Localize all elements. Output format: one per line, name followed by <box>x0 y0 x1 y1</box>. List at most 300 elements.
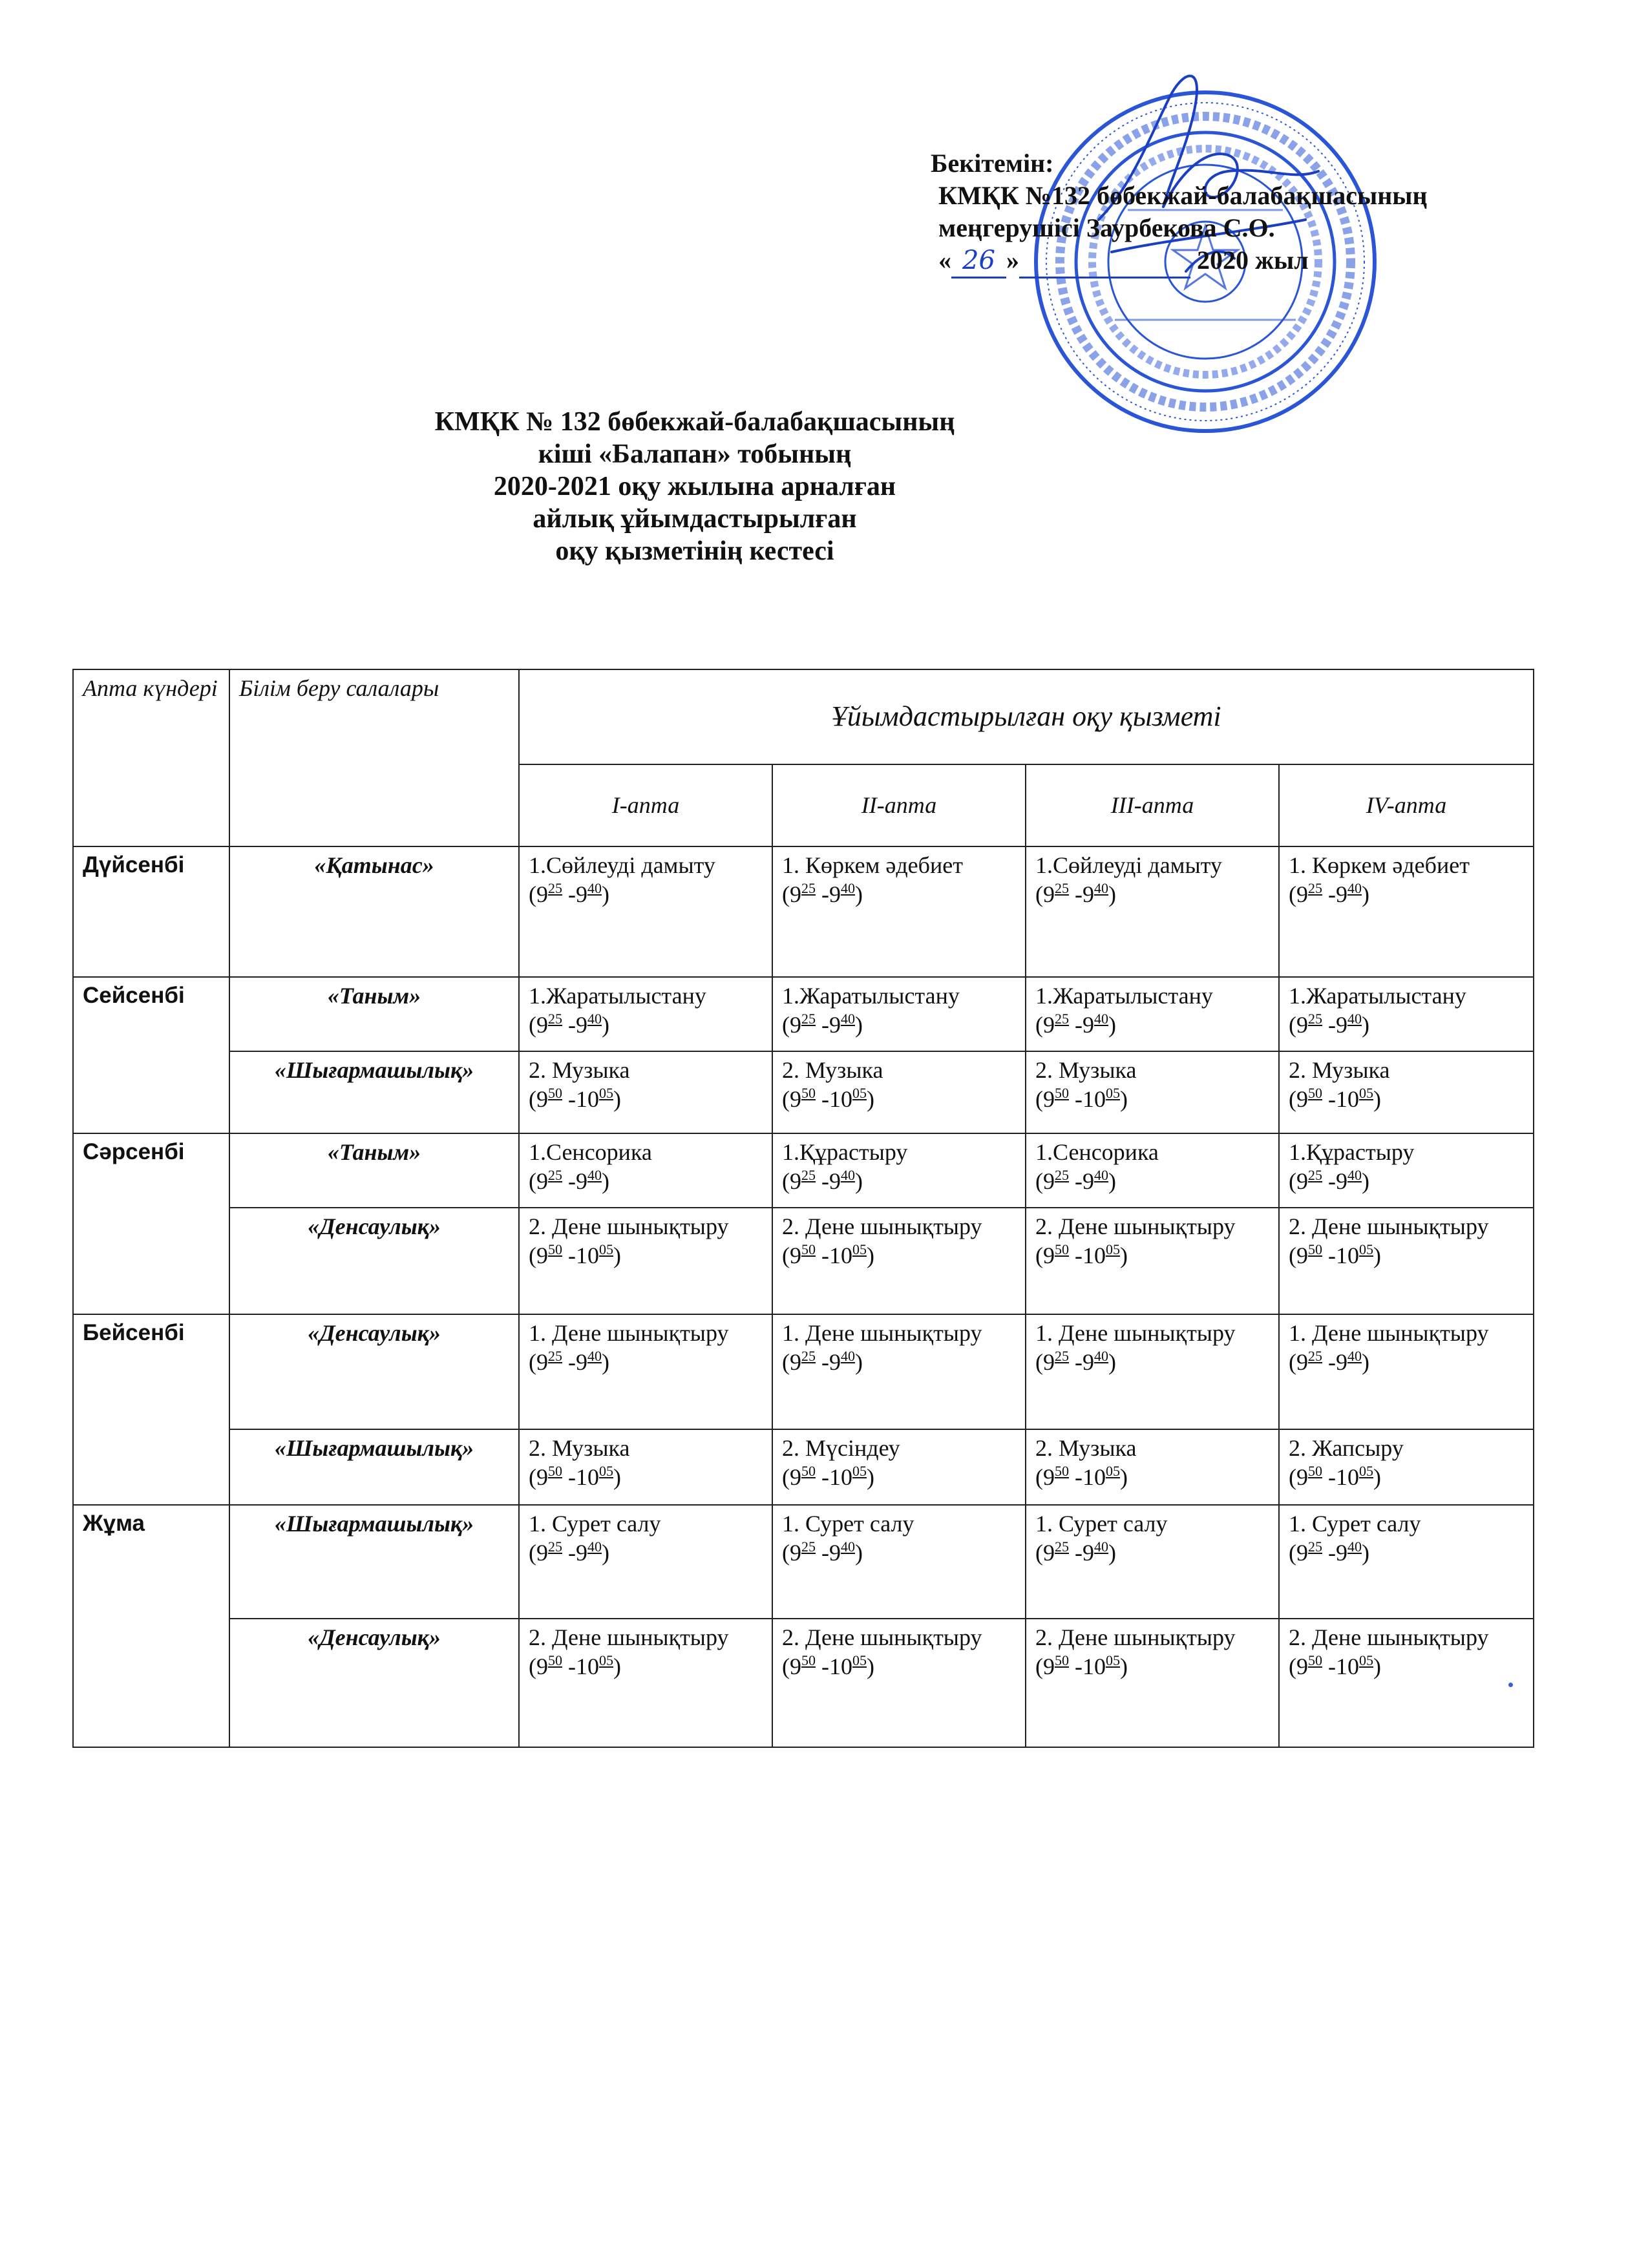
time-hour: 9 <box>1296 1086 1308 1112</box>
time-hour: 9 <box>1043 1654 1055 1680</box>
time-minutes: 25 <box>801 1010 816 1027</box>
time-hour: -10 <box>1328 1464 1359 1491</box>
time-minutes: 50 <box>548 1084 562 1101</box>
time-minutes: 25 <box>1308 880 1322 897</box>
time-hour: 9 <box>1043 1168 1055 1195</box>
schedule-cell <box>519 1051 772 1133</box>
schedule-table <box>72 669 1534 1748</box>
schedule-cell <box>772 1619 1026 1747</box>
schedule-cell <box>1279 1208 1534 1314</box>
time-minutes: 05 <box>1106 1652 1120 1669</box>
table-row <box>73 1619 1534 1747</box>
date-month-blank <box>1019 244 1190 278</box>
time-hour: -9 <box>1075 1539 1094 1566</box>
schedule-cell <box>1279 1619 1534 1747</box>
time-minutes: 05 <box>852 1084 867 1101</box>
time-range: ($9^{50}$ $-10^{05}$) <box>1035 1084 1128 1112</box>
time-range: ($9^{50}$ $-10^{05}$) <box>782 1241 874 1268</box>
time-minutes: 40 <box>841 1538 855 1555</box>
time-hour: -9 <box>568 1168 587 1195</box>
day-tuesday: Сейсенбі <box>73 977 229 1133</box>
time-minutes: 25 <box>1308 1347 1322 1364</box>
time-range: ($9^{25}$ $-9^{40}$) <box>529 880 609 908</box>
time-minutes: 25 <box>1055 1538 1069 1555</box>
time-hour: 9 <box>790 1011 801 1038</box>
header-days: Апта күндері <box>73 669 229 846</box>
title-line-5: оқу қызметінің кестесі <box>555 536 834 566</box>
activity-label: 2. Музыка <box>529 1056 630 1083</box>
approval-organization: КМҚК №132 бөбекжай-балабақшасының <box>938 181 1428 210</box>
time-minutes: 40 <box>841 1010 855 1027</box>
schedule-cell <box>772 1208 1026 1314</box>
time-minutes: 25 <box>1055 1347 1069 1364</box>
approval-date <box>938 244 1603 278</box>
ink-dot <box>1508 1683 1513 1687</box>
activity-label: 2. Дене шынықтыру <box>782 1624 982 1651</box>
activity-label: 2. Дене шынықтыру <box>1035 1624 1236 1651</box>
time-minutes: 05 <box>852 1463 867 1480</box>
schedule-cell <box>1279 1051 1534 1133</box>
activity-label: 1.Жаратылыстану <box>1035 982 1213 1009</box>
area-cell: «Шығармашылық» <box>229 1429 519 1505</box>
schedule-cell <box>1279 1429 1534 1505</box>
time-hour: -9 <box>1328 1349 1347 1375</box>
time-hour: -9 <box>1075 1168 1094 1195</box>
time-minutes: 05 <box>1106 1084 1120 1101</box>
time-hour: -9 <box>568 1349 587 1375</box>
time-minutes: 40 <box>1347 1538 1362 1555</box>
table-row <box>73 1133 1534 1208</box>
schedule-cell <box>772 1051 1026 1133</box>
week-header-1: I-апта <box>519 764 772 846</box>
activity-label: 1. Дене шынықтыру <box>782 1319 982 1346</box>
time-hour: -10 <box>821 1086 852 1112</box>
activity-label: 2. Музыка <box>1035 1435 1137 1462</box>
schedule-cell <box>1279 1505 1534 1619</box>
activity-label: 1. Сурет салу <box>1035 1510 1168 1537</box>
activity-label: 2. Дене шынықтыру <box>1035 1213 1236 1239</box>
time-minutes: 05 <box>599 1241 613 1257</box>
schedule-cell <box>519 977 772 1051</box>
time-hour: 9 <box>790 1168 801 1195</box>
table-row <box>73 1208 1534 1314</box>
time-minutes: 50 <box>801 1652 816 1669</box>
area-cell: «Шығармашылық» <box>229 1505 519 1619</box>
area-cell: «Шығармашылық» <box>229 1051 519 1133</box>
area-cell: «Денсаулық» <box>229 1208 519 1314</box>
time-hour: 9 <box>1296 881 1308 908</box>
time-hour: 9 <box>1043 881 1055 908</box>
activity-label: 1.Құрастыру <box>782 1139 908 1166</box>
time-range: ($9^{25}$ $-9^{40}$) <box>1035 1538 1116 1566</box>
time-minutes: 05 <box>1359 1084 1373 1101</box>
activity-label: 1. Көркем әдебиет <box>1289 852 1470 879</box>
time-range: ($9^{50}$ $-10^{05}$) <box>1289 1084 1381 1112</box>
header-areas: Білім беру салалары <box>229 669 519 846</box>
activity-label: 1. Дене шынықтыру <box>529 1319 729 1346</box>
time-range: ($9^{25}$ $-9^{40}$) <box>1035 1167 1116 1195</box>
time-hour: -9 <box>821 1011 841 1038</box>
time-minutes: 25 <box>548 1347 562 1364</box>
time-hour: -10 <box>1075 1086 1106 1112</box>
schedule-cell <box>519 1429 772 1505</box>
day-wednesday: Сәрсенбі <box>73 1133 229 1314</box>
time-minutes: 40 <box>587 880 602 897</box>
activity-label: 2. Музыка <box>1035 1056 1137 1083</box>
time-range: ($9^{50}$ $-10^{05}$) <box>529 1463 621 1491</box>
time-hour: 9 <box>1043 1086 1055 1112</box>
time-minutes: 05 <box>599 1084 613 1101</box>
time-hour: -9 <box>568 1011 587 1038</box>
time-range: ($9^{50}$ $-10^{05}$) <box>1035 1241 1128 1268</box>
time-range: ($9^{25}$ $-9^{40}$) <box>1035 1347 1116 1375</box>
time-minutes: 25 <box>1308 1538 1322 1555</box>
header-main: Ұйымдастырылған оқу қызметі <box>519 669 1534 764</box>
time-hour: 9 <box>536 1011 548 1038</box>
time-minutes: 50 <box>801 1463 816 1480</box>
time-range: ($9^{25}$ $-9^{40}$) <box>782 1347 863 1375</box>
activity-label: 2. Музыка <box>1289 1056 1390 1083</box>
approval-head-name: меңгерушісі Заурбекова С.О. <box>938 213 1275 242</box>
document-title <box>194 406 1196 567</box>
time-minutes: 50 <box>801 1241 816 1257</box>
time-hour: -10 <box>821 1242 852 1268</box>
time-hour: 9 <box>536 1242 548 1268</box>
time-range: ($9^{25}$ $-9^{40}$) <box>529 1010 609 1038</box>
activity-label: 2. Мүсіндеу <box>782 1435 900 1462</box>
time-range: ($9^{25}$ $-9^{40}$) <box>1289 1538 1369 1566</box>
schedule-cell <box>1279 1314 1534 1429</box>
time-minutes: 25 <box>548 1538 562 1555</box>
activity-label: 1.Құрастыру <box>1289 1139 1415 1166</box>
approval-label: Бекітемін: <box>931 149 1054 178</box>
time-hour: -9 <box>1075 1349 1094 1375</box>
activity-label: 2. Жапсыру <box>1289 1435 1404 1462</box>
time-hour: 9 <box>536 1168 548 1195</box>
area-cell: «Денсаулық» <box>229 1314 519 1429</box>
date-quote-close: » <box>1006 246 1019 275</box>
time-minutes: 40 <box>1347 1167 1362 1184</box>
time-hour: -9 <box>568 881 587 908</box>
schedule-cell <box>519 1208 772 1314</box>
activity-label: 1. Сурет салу <box>529 1510 661 1537</box>
time-hour: -10 <box>1075 1464 1106 1491</box>
activity-label: 1.Сөйлеуді дамыту <box>1035 852 1222 879</box>
day-thursday: Бейсенбі <box>73 1314 229 1505</box>
date-day: 26 <box>951 244 1006 278</box>
header-row <box>73 669 1534 764</box>
time-range: ($9^{25}$ $-9^{40}$) <box>782 1538 863 1566</box>
title-line-4: айлық ұйымдастырылған <box>533 504 857 534</box>
activity-label: 1.Сенсорика <box>1035 1139 1159 1166</box>
time-hour: -9 <box>821 881 841 908</box>
time-hour: 9 <box>790 1349 801 1375</box>
time-minutes: 40 <box>1094 1010 1108 1027</box>
time-hour: 9 <box>1043 1464 1055 1491</box>
activity-label: 1.Сөйлеуді дамыту <box>529 852 715 879</box>
time-hour: -10 <box>821 1464 852 1491</box>
time-minutes: 25 <box>548 1010 562 1027</box>
activity-label: 2. Дене шынықтыру <box>1289 1624 1489 1651</box>
table-row <box>73 1429 1534 1505</box>
table-row <box>73 1314 1534 1429</box>
time-range: ($9^{50}$ $-10^{05}$) <box>529 1241 621 1268</box>
time-range: ($9^{25}$ $-9^{40}$) <box>782 1010 863 1038</box>
time-hour: -9 <box>1328 1011 1347 1038</box>
time-hour: 9 <box>536 1539 548 1566</box>
week-header-2: II-апта <box>772 764 1026 846</box>
title-line-1: КМҚК № 132 бөбекжай-балабақшасының <box>434 407 955 437</box>
schedule-cell <box>519 846 772 977</box>
time-minutes: 05 <box>852 1652 867 1669</box>
time-minutes: 50 <box>1055 1241 1069 1257</box>
time-hour: -9 <box>1075 881 1094 908</box>
activity-label: 1. Дене шынықтыру <box>1289 1319 1489 1346</box>
time-range: ($9^{50}$ $-10^{05}$) <box>1289 1652 1381 1680</box>
time-range: ($9^{50}$ $-10^{05}$) <box>529 1084 621 1112</box>
time-range: ($9^{25}$ $-9^{40}$) <box>1289 1010 1369 1038</box>
schedule-cell <box>1026 1619 1279 1747</box>
time-minutes: 25 <box>1055 1167 1069 1184</box>
time-hour: -9 <box>1328 881 1347 908</box>
time-hour: -10 <box>568 1242 599 1268</box>
time-range: ($9^{25}$ $-9^{40}$) <box>529 1538 609 1566</box>
time-minutes: 05 <box>852 1241 867 1257</box>
time-hour: -9 <box>568 1539 587 1566</box>
schedule-cell <box>1279 846 1534 977</box>
time-hour: -10 <box>1075 1242 1106 1268</box>
time-minutes: 40 <box>1094 880 1108 897</box>
activity-label: 1.Сенсорика <box>529 1139 652 1166</box>
time-minutes: 50 <box>548 1241 562 1257</box>
time-range: ($9^{25}$ $-9^{40}$) <box>529 1167 609 1195</box>
area-cell: «Денсаулық» <box>229 1619 519 1747</box>
schedule-cell <box>772 846 1026 977</box>
time-range: ($9^{50}$ $-10^{05}$) <box>1035 1463 1128 1491</box>
time-hour: 9 <box>1043 1349 1055 1375</box>
time-minutes: 50 <box>1055 1652 1069 1669</box>
schedule-cell <box>772 977 1026 1051</box>
activity-label: 1. Сурет салу <box>782 1510 914 1537</box>
schedule-cell <box>519 1619 772 1747</box>
time-minutes: 40 <box>587 1167 602 1184</box>
time-minutes: 40 <box>1094 1538 1108 1555</box>
approval-block <box>924 147 1603 278</box>
time-minutes: 40 <box>841 1167 855 1184</box>
schedule-cell <box>1026 1208 1279 1314</box>
time-hour: 9 <box>536 1654 548 1680</box>
time-hour: 9 <box>536 881 548 908</box>
time-minutes: 40 <box>841 880 855 897</box>
time-hour: -9 <box>1328 1168 1347 1195</box>
time-range: ($9^{25}$ $-9^{40}$) <box>782 880 863 908</box>
time-hour: 9 <box>790 1654 801 1680</box>
time-hour: 9 <box>1296 1654 1308 1680</box>
time-range: ($9^{25}$ $-9^{40}$) <box>1289 880 1369 908</box>
time-hour: 9 <box>1043 1242 1055 1268</box>
activity-label: 1.Жаратылыстану <box>1289 982 1466 1009</box>
activity-label: 2. Дене шынықтыру <box>529 1213 729 1239</box>
time-hour: -10 <box>1328 1654 1359 1680</box>
time-minutes: 40 <box>841 1347 855 1364</box>
activity-label: 1. Сурет салу <box>1289 1510 1421 1537</box>
time-hour: 9 <box>1296 1011 1308 1038</box>
time-minutes: 40 <box>1094 1347 1108 1364</box>
week-header-4: IV-апта <box>1279 764 1534 846</box>
date-quote-open: « <box>938 246 951 275</box>
time-minutes: 25 <box>801 1167 816 1184</box>
area-cell: «Таным» <box>229 977 519 1051</box>
time-minutes: 40 <box>587 1010 602 1027</box>
table-row <box>73 1051 1534 1133</box>
activity-label: 1.Жаратылыстану <box>529 982 706 1009</box>
schedule-cell <box>1026 1505 1279 1619</box>
time-hour: -10 <box>821 1654 852 1680</box>
activity-label: 1.Жаратылыстану <box>782 982 960 1009</box>
time-hour: -9 <box>1075 1011 1094 1038</box>
schedule-cell <box>1279 977 1534 1051</box>
time-minutes: 25 <box>801 880 816 897</box>
day-monday: Дүйсенбі <box>73 846 229 977</box>
title-line-3: 2020-2021 оқу жылына арналған <box>493 472 896 501</box>
activity-label: 2. Дене шынықтыру <box>782 1213 982 1239</box>
time-hour: -10 <box>568 1464 599 1491</box>
schedule-cell <box>772 1429 1026 1505</box>
time-range: ($9^{50}$ $-10^{05}$) <box>1289 1241 1381 1268</box>
table-row <box>73 846 1534 977</box>
time-hour: -10 <box>1328 1086 1359 1112</box>
time-hour: -10 <box>568 1654 599 1680</box>
time-hour: 9 <box>1296 1242 1308 1268</box>
time-hour: 9 <box>536 1086 548 1112</box>
table-row <box>73 1505 1534 1619</box>
time-hour: 9 <box>790 1464 801 1491</box>
schedule-cell <box>519 1505 772 1619</box>
time-minutes: 50 <box>548 1652 562 1669</box>
time-minutes: 05 <box>1359 1241 1373 1257</box>
time-minutes: 50 <box>1308 1241 1322 1257</box>
time-range: ($9^{50}$ $-10^{05}$) <box>782 1652 874 1680</box>
time-range: ($9^{50}$ $-10^{05}$) <box>529 1652 621 1680</box>
time-hour: 9 <box>1296 1349 1308 1375</box>
time-minutes: 50 <box>801 1084 816 1101</box>
time-minutes: 05 <box>599 1652 613 1669</box>
time-hour: 9 <box>536 1464 548 1491</box>
schedule-cell <box>1026 1429 1279 1505</box>
time-minutes: 40 <box>1347 1010 1362 1027</box>
time-minutes: 25 <box>1308 1167 1322 1184</box>
activity-label: 2. Музыка <box>529 1435 630 1462</box>
week-header-3: III-апта <box>1026 764 1279 846</box>
time-minutes: 50 <box>548 1463 562 1480</box>
area-cell: «Қатынас» <box>229 846 519 977</box>
time-minutes: 25 <box>548 1167 562 1184</box>
time-hour: -10 <box>1075 1654 1106 1680</box>
time-minutes: 05 <box>1359 1652 1373 1669</box>
time-hour: 9 <box>790 1242 801 1268</box>
time-hour: 9 <box>1043 1011 1055 1038</box>
time-minutes: 25 <box>1055 1010 1069 1027</box>
time-hour: 9 <box>790 1539 801 1566</box>
time-hour: 9 <box>1296 1464 1308 1491</box>
schedule-cell <box>1026 846 1279 977</box>
schedule-cell <box>1026 1133 1279 1208</box>
time-hour: -10 <box>1328 1242 1359 1268</box>
time-minutes: 50 <box>1055 1084 1069 1101</box>
time-minutes: 40 <box>587 1538 602 1555</box>
time-minutes: 40 <box>1094 1167 1108 1184</box>
time-minutes: 25 <box>801 1538 816 1555</box>
table-row <box>73 977 1534 1051</box>
time-range: ($9^{25}$ $-9^{40}$) <box>1035 880 1116 908</box>
time-range: ($9^{50}$ $-10^{05}$) <box>782 1084 874 1112</box>
time-minutes: 25 <box>1308 1010 1322 1027</box>
time-minutes: 40 <box>1347 880 1362 897</box>
activity-label: 2. Музыка <box>782 1056 883 1083</box>
time-minutes: 05 <box>1106 1241 1120 1257</box>
time-minutes: 50 <box>1308 1084 1322 1101</box>
time-range: ($9^{50}$ $-10^{05}$) <box>782 1463 874 1491</box>
activity-label: 2. Дене шынықтыру <box>529 1624 729 1651</box>
schedule-cell <box>1026 977 1279 1051</box>
schedule-cell <box>519 1314 772 1429</box>
schedule-cell <box>1026 1051 1279 1133</box>
activity-label: 1. Көркем әдебиет <box>782 852 963 879</box>
time-minutes: 40 <box>587 1347 602 1364</box>
schedule-cell <box>772 1133 1026 1208</box>
area-cell: «Таным» <box>229 1133 519 1208</box>
date-year: 2020 жыл <box>1197 246 1309 275</box>
time-minutes: 05 <box>599 1463 613 1480</box>
time-hour: -9 <box>821 1168 841 1195</box>
schedule-cell <box>519 1133 772 1208</box>
time-hour: 9 <box>790 1086 801 1112</box>
time-hour: -9 <box>821 1539 841 1566</box>
time-minutes: 25 <box>801 1347 816 1364</box>
time-hour: 9 <box>1043 1539 1055 1566</box>
time-range: ($9^{25}$ $-9^{40}$) <box>1289 1347 1369 1375</box>
time-range: ($9^{50}$ $-10^{05}$) <box>1035 1652 1128 1680</box>
time-minutes: 05 <box>1359 1463 1373 1480</box>
schedule-cell <box>772 1314 1026 1429</box>
schedule-cell <box>772 1505 1026 1619</box>
schedule-cell <box>1279 1133 1534 1208</box>
time-range: ($9^{25}$ $-9^{40}$) <box>529 1347 609 1375</box>
time-minutes: 50 <box>1308 1652 1322 1669</box>
time-minutes: 50 <box>1308 1463 1322 1480</box>
time-range: ($9^{25}$ $-9^{40}$) <box>782 1167 863 1195</box>
schedule-cell <box>1026 1314 1279 1429</box>
activity-label: 1. Дене шынықтыру <box>1035 1319 1236 1346</box>
activity-label: 2. Дене шынықтыру <box>1289 1213 1489 1239</box>
time-range: ($9^{25}$ $-9^{40}$) <box>1289 1167 1369 1195</box>
time-minutes: 50 <box>1055 1463 1069 1480</box>
time-hour: 9 <box>536 1349 548 1375</box>
time-minutes: 05 <box>1106 1463 1120 1480</box>
time-hour: 9 <box>1296 1539 1308 1566</box>
time-minutes: 25 <box>1055 880 1069 897</box>
time-hour: 9 <box>790 881 801 908</box>
time-hour: -10 <box>568 1086 599 1112</box>
time-hour: 9 <box>1296 1168 1308 1195</box>
title-line-2: кіші «Балапан» тобының <box>538 439 852 469</box>
time-range: ($9^{50}$ $-10^{05}$) <box>1289 1463 1381 1491</box>
time-minutes: 25 <box>548 880 562 897</box>
time-hour: -9 <box>821 1349 841 1375</box>
day-friday: Жұма <box>73 1505 229 1747</box>
time-minutes: 40 <box>1347 1347 1362 1364</box>
time-hour: -9 <box>1328 1539 1347 1566</box>
